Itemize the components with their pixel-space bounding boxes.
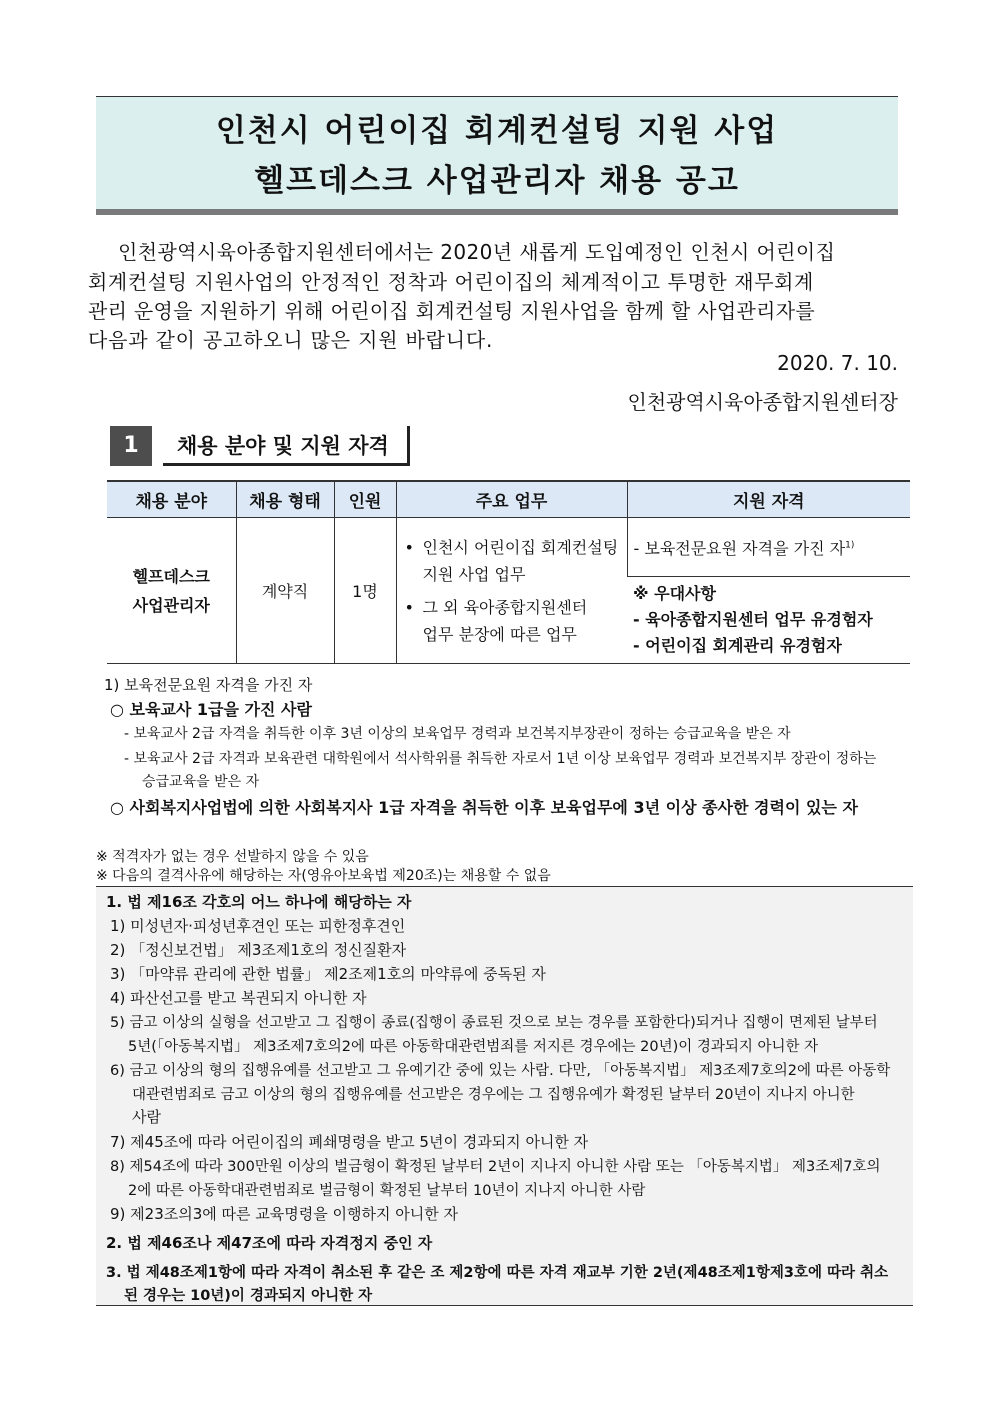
intro-line-3: 관리 운영을 지원하기 위해 어린이집 회계컨설팅 지원사업을 함께 할 사업관리자를 (88, 299, 815, 323)
table-header: 채용 분야 (107, 481, 236, 518)
table-header-row (107, 481, 910, 518)
section-number: 1 (110, 426, 152, 466)
duty-text: 지원 사업 업무 (422, 564, 526, 584)
intro-line-1: 인천광역시육아종합지원센터에서는 2020년 새롭게 도입예정인 인천시 어린이집 (118, 240, 836, 264)
disqualification-heading-3: 3. 법 제48조제1항에 따라 자격이 취소된 후 같은 조 제2항에 따른 자격 재교부 기한 2년(제48조제1항제3호에 따라 취소 (106, 1265, 889, 1281)
preference-item: - 육아종합지원센터 업무 유경험자 (633, 610, 873, 629)
qualification-cell (627, 518, 910, 577)
preference-item: - 어린이집 회계관리 유경험자 (633, 636, 842, 655)
disqualification-item-cont: 사람 (132, 1108, 161, 1126)
disqualification-item: 7) 제45조에 따라 어린이집의 폐쇄명령을 받고 5년이 경과되지 아니한 자 (110, 1133, 589, 1151)
duty-item (405, 534, 619, 588)
intro-line-2: 회계컨설팅 지원사업의 안정적인 정착과 어린이집의 체계적이고 투명한 재무회계 (88, 270, 814, 294)
disqualification-item: 3) 「마약류 관리에 관한 법률」 제2조제1호의 마약류에 중독된 자 (110, 965, 546, 983)
duty-text: 인천시 어린이집 회계컨설팅 (422, 537, 619, 557)
field-line-1: 헬프데스크 (132, 566, 210, 586)
section-title: 채용 분야 및 지원 자격 (163, 426, 410, 466)
issuer-name: 인천광역시육아종합지원센터장 (627, 390, 898, 414)
disqualification-item-cont: 2에 따른 아동학대관련범죄로 벌금형이 확정된 날부터 10년이 지나지 아니한 사람 (128, 1183, 646, 1199)
table-header: 채용 형태 (236, 481, 334, 518)
disqualification-item-cont: 5년(「아동복지법」 제3조제7호의2에 따른 아동학대관련범죄를 저지른 경우에는 20년)이 경과되지 아니한 자 (128, 1039, 819, 1055)
disqualification-item-cont: 대관련범죄로 금고 이상의 형의 집행유예를 선고받은 경우에는 그 집행유예가 확정된 날부터 20년이 지나지 아니한 (132, 1087, 855, 1103)
duty-text: 그 외 육아종합지원센터 (422, 597, 588, 617)
title-banner (96, 96, 898, 215)
disqualification-heading-3-cont: 된 경우는 10년)이 경과되지 아니한 자 (124, 1288, 373, 1304)
type-cell: 계약직 (236, 518, 334, 664)
disqualification-item: 1) 미성년자·피성년후견인 또는 피한정후견인 (110, 917, 406, 935)
bullet-icon: • (404, 537, 414, 557)
footnote-label: 1) 보육전문요원 자격을 가진 자 (104, 676, 313, 694)
bullet-icon: • (404, 597, 414, 617)
disqualification-item: 5) 금고 이상의 실형을 선고받고 그 집행이 종료(집행이 종료된 것으로 보는 경우를 포함한다)되거나 집행이 면제된 날부터 (110, 1015, 878, 1031)
preference-cell (627, 577, 910, 664)
disqualification-heading-1: 1. 법 제16조 각호의 어느 하나에 해당하는 자 (106, 893, 412, 911)
recruitment-table (107, 480, 910, 664)
disqualification-item: 4) 파산선고를 받고 복권되지 아니한 자 (110, 989, 367, 1007)
qualification-text: - 보육전문요원 자격을 가진 자 (633, 538, 846, 558)
footnote-item-1-sub-2: - 보육교사 2급 자격과 보육관련 대학원에서 석사학위를 취득한 자로서 1년 이상 보육업무 경력과 보건복지부 장관이 정하는 (124, 751, 877, 767)
footnote-item-1-sub-1: - 보육교사 2급 자격을 취득한 이후 3년 이상의 보육업무 경력과 보건복지부장관이 정하는 승급교육을 받은 자 (124, 726, 791, 742)
table-header: 주요 업무 (396, 481, 627, 518)
disqualification-item: 6) 금고 이상의 형의 집행유예를 선고받고 그 유예기간 중에 있는 사람. 다만, 「아동복지법」 제3조제7호의2에 따른 아동학 (110, 1063, 891, 1079)
footnote-item-2-title: ○ 사회복지사업법에 의한 사회복지사 1급 자격을 취득한 이후 보육업무에 3년 이상 종사한 경력이 있는 자 (110, 798, 858, 817)
table-header: 지원 자격 (627, 481, 910, 518)
duties-cell (396, 518, 627, 664)
disqualification-item: 9) 제23조의3에 따른 교육명령을 이행하지 아니한 자 (110, 1205, 458, 1223)
count-cell: 1명 (334, 518, 396, 664)
preference-title: ※ 우대사항 (633, 584, 716, 603)
note-2: ※ 다음의 결격사유에 해당하는 자(영유아보육법 제20조)는 채용할 수 없음 (96, 868, 551, 884)
disqualification-item: 2) 「정신보건법」 제3조제1호의 정신질환자 (110, 941, 407, 959)
table-header: 인원 (334, 481, 396, 518)
title-line-1: 인천시 어린이집 회계컨설팅 지원 사업 (215, 113, 779, 149)
footnote-item-1-title: ○ 보육교사 1급을 가진 사람 (110, 700, 312, 719)
footnote-item-1-sub-2-cont: 승급교육을 받은 자 (142, 774, 260, 790)
duty-item (405, 594, 619, 648)
announcement-date: 2020. 7. 10. (777, 351, 898, 375)
duty-text: 업무 분장에 따른 업무 (422, 624, 577, 644)
field-cell (107, 518, 236, 664)
title-line-2: 헬프데스크 사업관리자 채용 공고 (254, 163, 740, 199)
note-1: ※ 적격자가 없는 경우 선발하지 않을 수 있음 (96, 849, 369, 865)
field-line-2: 사업관리자 (132, 595, 210, 615)
footnote-marker: 1) (845, 540, 855, 551)
disqualification-heading-2: 2. 법 제46조나 제47조에 따라 자격정지 중인 자 (106, 1234, 433, 1252)
table-row (107, 518, 910, 577)
disqualification-item: 8) 제54조에 따라 300만원 이상의 벌금형이 확정된 날부터 2년이 지나지 아니한 사람 또는 「아동복지법」 제3조제7호의 (110, 1159, 881, 1175)
intro-line-4: 다음과 같이 공고하오니 많은 지원 바랍니다. (88, 328, 494, 352)
